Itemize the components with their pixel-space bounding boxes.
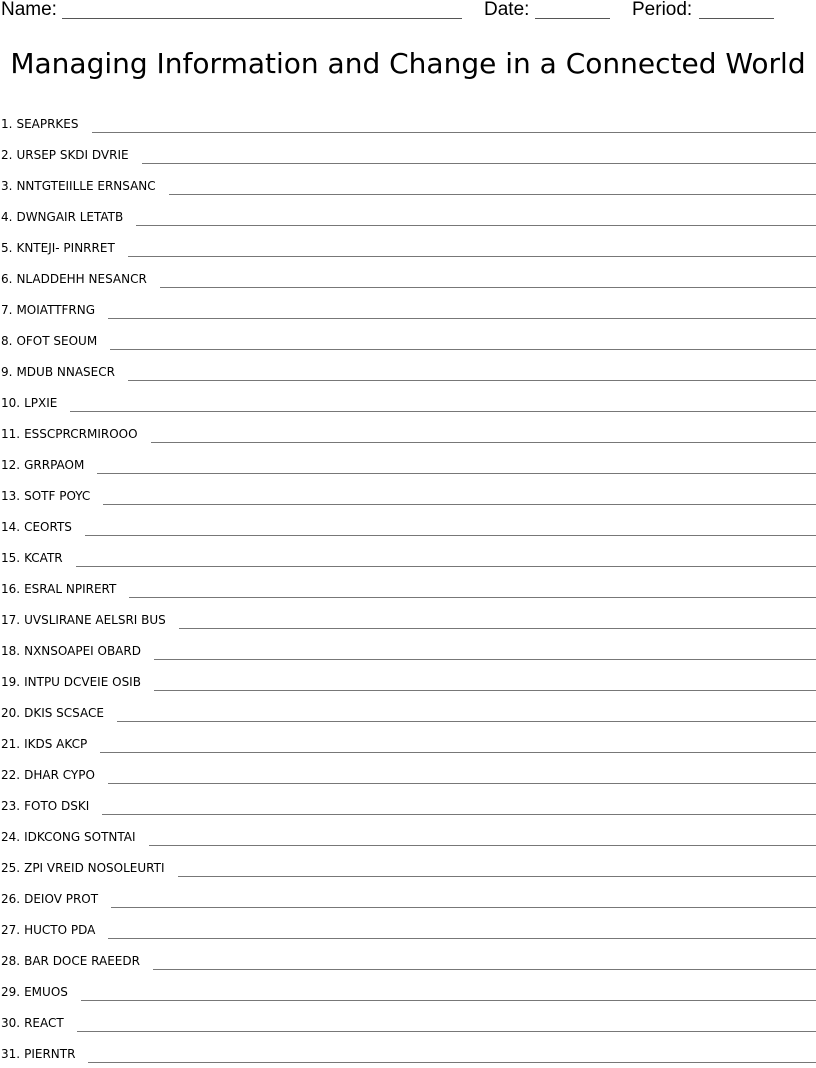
question-row xyxy=(0,324,816,355)
question-row xyxy=(0,510,816,541)
period-line xyxy=(699,18,774,19)
question-row xyxy=(0,789,816,820)
scrambled-word: KCATR xyxy=(20,551,76,572)
question-row xyxy=(0,293,816,324)
answer-line xyxy=(153,969,816,970)
question-number: 30. xyxy=(0,1016,20,1037)
answer-line xyxy=(129,597,816,598)
scrambled-word: MDUB NNASECR xyxy=(12,365,128,386)
date-label: Date: xyxy=(484,0,529,21)
question-number: 25. xyxy=(0,861,20,882)
question-row xyxy=(0,851,816,882)
question-row xyxy=(0,138,816,169)
question-number: 3. xyxy=(0,179,12,200)
scrambled-word: UVSLIRANE AELSRI BUS xyxy=(20,613,179,634)
answer-line xyxy=(149,845,816,846)
answer-line xyxy=(77,1031,816,1032)
answer-line xyxy=(81,1000,816,1001)
answer-line xyxy=(97,473,816,474)
worksheet-header xyxy=(0,0,816,24)
answer-line xyxy=(154,690,816,691)
scrambled-word: ESSCPRCRMIROOO xyxy=(20,427,150,448)
page-title: Managing Information and Change in a Connected World xyxy=(0,46,816,82)
scrambled-word: DHAR CYPO xyxy=(20,768,108,789)
question-row xyxy=(0,107,816,138)
question-row xyxy=(0,262,816,293)
answer-line xyxy=(136,225,816,226)
answer-line xyxy=(179,628,816,629)
answer-line xyxy=(151,442,816,443)
question-number: 12. xyxy=(0,458,20,479)
answer-line xyxy=(111,907,816,908)
scrambled-word: INTPU DCVEIE OSIB xyxy=(20,675,154,696)
question-number: 13. xyxy=(0,489,20,510)
date-line xyxy=(535,18,610,19)
scrambled-word: IDKCONG SOTNTAI xyxy=(20,830,148,851)
answer-line xyxy=(117,721,816,722)
scrambled-word: MOIATTFRNG xyxy=(12,303,108,324)
question-number: 28. xyxy=(0,954,20,975)
scrambled-word: KNTEJI- PINRRET xyxy=(12,241,127,262)
scrambled-word: CEORTS xyxy=(20,520,85,541)
scrambled-word: HUCTO PDA xyxy=(20,923,108,944)
question-number: 21. xyxy=(0,737,20,758)
question-number: 26. xyxy=(0,892,20,913)
question-number: 9. xyxy=(0,365,12,386)
question-row xyxy=(0,231,816,262)
question-row xyxy=(0,541,816,572)
answer-line xyxy=(142,163,816,164)
question-number: 24. xyxy=(0,830,20,851)
question-number: 5. xyxy=(0,241,12,262)
question-number: 15. xyxy=(0,551,20,572)
question-number: 29. xyxy=(0,985,20,1006)
question-number: 7. xyxy=(0,303,12,324)
question-list xyxy=(0,107,816,1068)
question-row xyxy=(0,448,816,479)
question-row xyxy=(0,634,816,665)
scrambled-word: ZPI VREID NOSOLEURTI xyxy=(20,861,177,882)
question-row xyxy=(0,882,816,913)
name-label: Name: xyxy=(1,0,57,21)
answer-line xyxy=(108,783,816,784)
answer-line xyxy=(108,938,816,939)
question-row xyxy=(0,913,816,944)
question-number: 22. xyxy=(0,768,20,789)
scrambled-word: URSEP SKDI DVRIE xyxy=(12,148,141,169)
question-number: 6. xyxy=(0,272,12,293)
name-line xyxy=(62,18,462,19)
scrambled-word: ESRAL NPIRERT xyxy=(20,582,129,603)
question-number: 19. xyxy=(0,675,20,696)
scrambled-word: DEIOV PROT xyxy=(20,892,111,913)
question-number: 4. xyxy=(0,210,12,231)
question-row xyxy=(0,665,816,696)
question-number: 10. xyxy=(0,396,20,417)
question-row xyxy=(0,386,816,417)
answer-line xyxy=(103,504,816,505)
answer-line xyxy=(160,287,816,288)
scrambled-word: SEAPRKES xyxy=(12,117,91,138)
question-row xyxy=(0,603,816,634)
question-number: 11. xyxy=(0,427,20,448)
question-number: 17. xyxy=(0,613,20,634)
question-row xyxy=(0,1006,816,1037)
answer-line xyxy=(110,349,816,350)
scrambled-word: IKDS AKCP xyxy=(20,737,100,758)
scrambled-word: BAR DOCE RAEEDR xyxy=(20,954,153,975)
question-number: 14. xyxy=(0,520,20,541)
scrambled-word: NNTGTEIILLE ERNSANC xyxy=(12,179,168,200)
answer-line xyxy=(85,535,816,536)
answer-line xyxy=(100,752,816,753)
question-row xyxy=(0,696,816,727)
question-number: 1. xyxy=(0,117,12,138)
question-row xyxy=(0,975,816,1006)
question-number: 27. xyxy=(0,923,20,944)
scrambled-word: REACT xyxy=(20,1016,77,1037)
question-row xyxy=(0,758,816,789)
question-number: 18. xyxy=(0,644,20,665)
question-row xyxy=(0,417,816,448)
scrambled-word: PIERNTR xyxy=(20,1047,88,1068)
scrambled-word: NLADDEHH NESANCR xyxy=(12,272,159,293)
answer-line xyxy=(154,659,816,660)
question-number: 31. xyxy=(0,1047,20,1068)
scrambled-word: FOTO DSKI xyxy=(20,799,102,820)
question-row xyxy=(0,727,816,758)
question-row xyxy=(0,1037,816,1068)
answer-line xyxy=(178,876,816,877)
question-row xyxy=(0,572,816,603)
scrambled-word: GRRPAOM xyxy=(20,458,97,479)
answer-line xyxy=(88,1062,816,1063)
question-number: 16. xyxy=(0,582,20,603)
answer-line xyxy=(92,132,816,133)
period-label: Period: xyxy=(632,0,692,21)
scrambled-word: LPXIE xyxy=(20,396,70,417)
question-row xyxy=(0,479,816,510)
question-row xyxy=(0,355,816,386)
question-row xyxy=(0,820,816,851)
scrambled-word: EMUOS xyxy=(20,985,81,1006)
question-row xyxy=(0,169,816,200)
question-number: 8. xyxy=(0,334,12,355)
scrambled-word: NXNSOAPEI OBARD xyxy=(20,644,154,665)
scrambled-word: SOTF POYC xyxy=(20,489,103,510)
answer-line xyxy=(128,256,816,257)
answer-line xyxy=(70,411,816,412)
scrambled-word: DWNGAIR LETATB xyxy=(12,210,136,231)
answer-line xyxy=(128,380,816,381)
question-row xyxy=(0,200,816,231)
question-number: 2. xyxy=(0,148,12,169)
question-number: 20. xyxy=(0,706,20,727)
answer-line xyxy=(76,566,816,567)
scrambled-word: DKIS SCSACE xyxy=(20,706,117,727)
question-row xyxy=(0,944,816,975)
answer-line xyxy=(108,318,816,319)
answer-line xyxy=(169,194,816,195)
question-number: 23. xyxy=(0,799,20,820)
scrambled-word: OFOT SEOUM xyxy=(12,334,110,355)
answer-line xyxy=(102,814,816,815)
